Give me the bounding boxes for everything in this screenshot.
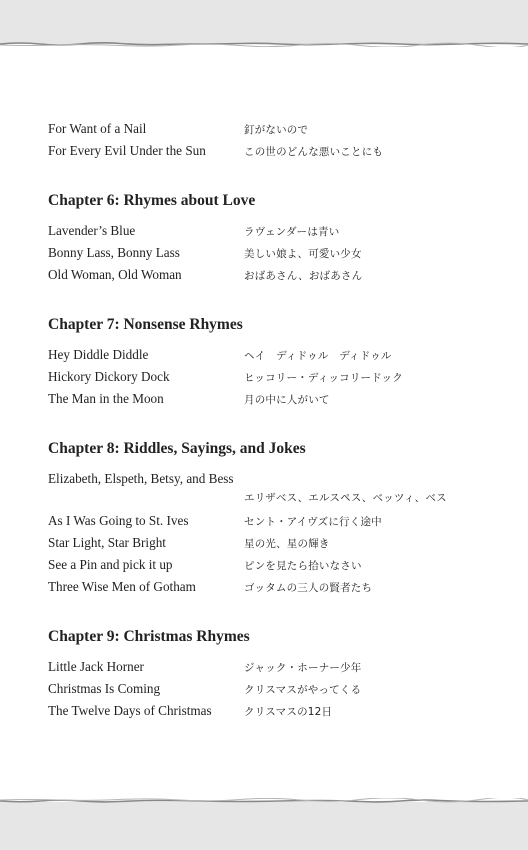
entry-title-en: As I Was Going to St. Ives	[48, 513, 189, 528]
entry-title-en: Three Wise Men of Gotham	[48, 579, 196, 594]
entry-title-en: Lavender’s Blue	[48, 223, 136, 238]
table-of-contents	[48, 118, 488, 722]
entry-title-jp: ジャック・ホーナー少年	[244, 662, 362, 674]
chapter-heading[interactable]: Chapter 8: Riddles, Sayings, and Jokes	[48, 440, 306, 457]
entry-title-jp: エリザベス、エルスペス、ベッツィ、ベス	[244, 492, 447, 504]
entry-title-en: Elizabeth, Elspeth, Betsy, and Bess	[48, 471, 234, 486]
toc-entry[interactable]	[48, 344, 488, 366]
chapter-heading[interactable]: Chapter 6: Rhymes about Love	[48, 192, 256, 209]
entry-title-en: Old Woman, Old Woman	[48, 267, 182, 282]
toc-entry[interactable]	[48, 140, 488, 162]
toc-entry[interactable]	[48, 220, 488, 242]
entry-title-jp: 星の光、星の輝き	[244, 538, 330, 550]
toc-entry[interactable]	[48, 554, 488, 576]
entry-title-jp: ラヴェンダーは青い	[244, 226, 340, 238]
toc-entry[interactable]	[48, 264, 488, 286]
entry-title-jp: 美しい娘よ、可愛い少女	[244, 248, 362, 260]
entry-title-jp: 月の中に人がいて	[244, 394, 330, 406]
toc-entry[interactable]	[48, 532, 488, 554]
toc-entry[interactable]	[48, 118, 488, 140]
entry-title-en: Little Jack Horner	[48, 659, 144, 674]
entry-title-en: See a Pin and pick it up	[48, 557, 173, 572]
entry-title-jp: セント・アイヴズに行く途中	[244, 516, 382, 528]
entry-title-jp: ヘイ ディドゥル ディドゥル	[244, 350, 392, 362]
entry-title-jp: 釘がないので	[244, 124, 309, 136]
chapter-heading[interactable]: Chapter 7: Nonsense Rhymes	[48, 316, 243, 333]
entry-title-jp: おばあさん、おばあさん	[244, 270, 363, 282]
entry-title-jp: クリスマスの12日	[244, 706, 333, 718]
entry-title-en: Bonny Lass, Bonny Lass	[48, 245, 180, 260]
toc-entry[interactable]	[48, 510, 488, 532]
toc-entry[interactable]	[48, 678, 488, 700]
entry-title-en: Christmas Is Coming	[48, 681, 161, 696]
entry-title-en: The Twelve Days of Christmas	[48, 703, 212, 718]
entry-title-jp: この世のどんな悪いことにも	[244, 146, 384, 158]
torn-edge-top	[0, 41, 528, 47]
toc-entry[interactable]	[48, 576, 488, 598]
toc-entry[interactable]	[48, 468, 488, 510]
entry-title-jp: クリスマスがやってくる	[244, 684, 362, 696]
entry-title-jp: ヒッコリー・ディッコリードック	[244, 372, 403, 384]
entry-title-en: Hickory Dickory Dock	[48, 369, 170, 384]
entry-title-jp: ピンを見たら拾いなさい	[244, 560, 362, 572]
entry-title-en: The Man in the Moon	[48, 391, 164, 406]
toc-entry[interactable]	[48, 700, 488, 722]
toc-entry[interactable]	[48, 242, 488, 264]
entry-title-en: Star Light, Star Bright	[48, 535, 166, 550]
toc-entry[interactable]	[48, 388, 488, 410]
entry-title-en: Hey Diddle Diddle	[48, 347, 149, 362]
entry-title-en: For Want of a Nail	[48, 121, 147, 136]
toc-entry[interactable]	[48, 656, 488, 678]
entry-title-en: For Every Evil Under the Sun	[48, 143, 206, 158]
entry-title-jp: ゴッタムの三人の賢者たち	[244, 582, 373, 594]
chapter-heading[interactable]: Chapter 9: Christmas Rhymes	[48, 628, 250, 645]
torn-edge-bottom	[0, 798, 528, 804]
toc-entry[interactable]	[48, 366, 488, 388]
